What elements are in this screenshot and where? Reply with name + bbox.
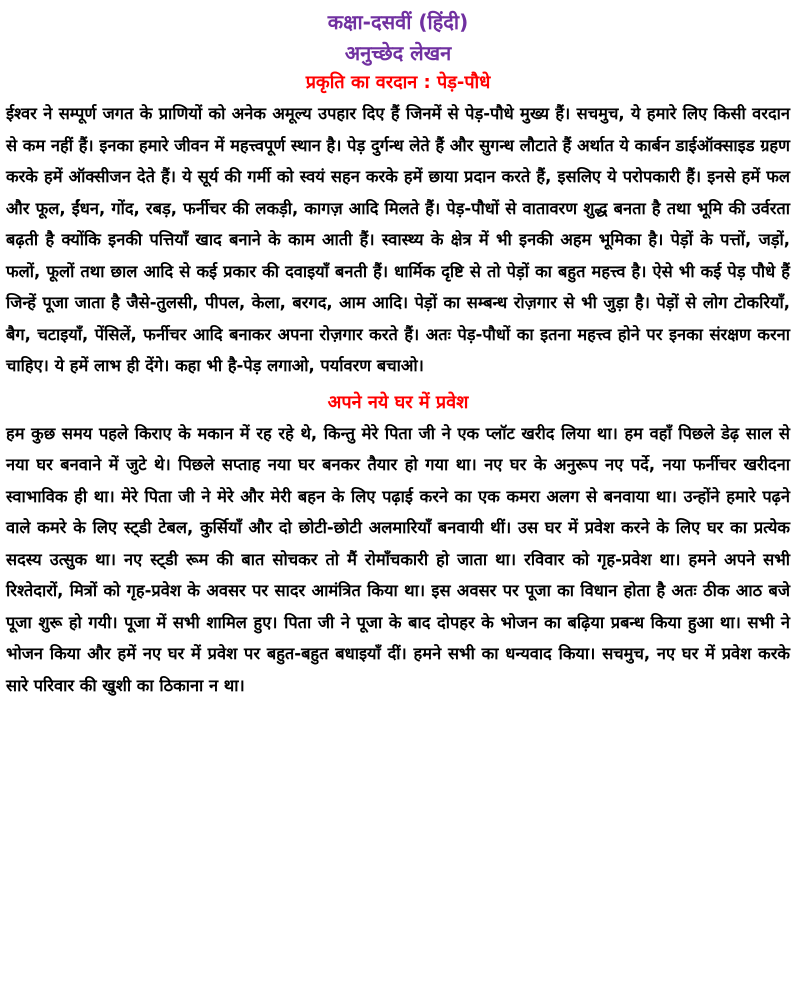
class-title: कक्षा-दसवीं (हिंदी) [327,10,469,34]
subject-title: अनुच्छेद लेखन [344,41,452,65]
section-new-house [4,388,792,702]
section-paragraph: ईश्वर ने सम्पूर्ण जगत के प्राणियों को अनेक अमूल्य उपहार दिए हैं जिनमें से पेड़-पौधे मुख्य हैं। सचमुच, ये हमारे लिए किसी वरदान से कम नहीं हैं। इनका हमारे जीवन में महत्त्वपूर्ण स्थान है। पेड़ दुर्गन्ध लेते हैं और सुगन्ध लौटाते हैं अर्थात ये कार्बन डाईऑक्साइड ग्रहण करके हमें ऑक्सीजन देते हैं। ये सूर्य की गर्मी को स्वयं सहन करके हमें छाया प्रदान करते हैं, इसलिए ये परोपकारी हैं। इनसे हमें फल और फूल, ईंधन, गोंद, रबड़, फर्नीचर की लकड़ी, कागज़ आदि मिलते हैं। पेड़-पौधों से वातावरण शुद्ध बनता है तथा भूमि की उर्वरता बढ़ती है क्योंकि इनकी पत्तियाँ खाद बनाने के काम आती हैं। स्वास्थ्य के क्षेत्र में भी इनकी अहम भूमिका है। पेड़ों के पत्तों, जड़ों, फलों, फूलों तथा छाल आदि से कई प्रकार की दवाइयाँ बनती हैं। धार्मिक दृष्टि से तो पेड़ों का बहुत महत्त्व है। ऐसे भी कई पेड़ पौधे हैं जिन्हें पूजा जाता है जैसे-तुलसी, पीपल, केला, बरगद, आम आदि। पेड़ों का सम्बन्ध रोज़गार से भी जुड़ा है। पेड़ों से लोग टोकरियाँ, बैग, चटाइयाँ, पेंसिलें, फर्नीचर आदि बनाकर अपना रोज़गार करते हैं। अतः पेड़-पौधों का इतना महत्त्व होने पर इनका संरक्षण करना चाहिए। ये हमें लाभ ही देंगे। कहा भी है-पेड़ लगाओ, पर्यावरण बचाओ। [6,104,790,375]
section-nature-gift [4,68,792,382]
section-heading: प्रकृति का वरदान : पेड़-पौधे [305,72,491,93]
section-paragraph: हम कुछ समय पहले किराए के मकान में रह रहे थे, किन्तु मेरे पिता जी ने एक प्लॉट खरीद लिया था। हम वहाँ पिछले डेढ़ साल से नया घर बनवाने में जुटे थे। पिछले सप्ताह नया घर बनकर तैयार हो गया था। नए घर के अनुरूप नए पर्दे, नया फर्नीचर खरीदना स्वाभाविक ही था। मेरे पिता जी ने मेरे और मेरी बहन के लिए पढ़ाई करने का एक कमरा अलग से बनवाया था। उन्होंने हमारे पढ़ने वाले कमरे के लिए स्ट्डी टेबल, कुर्सियाँ और दो छोटी-छोटी अलमारियाँ बनवायी थीं। उस घर में प्रवेश करने के लिए घर का प्रत्येक सदस्य उत्सुक था। नए स्ट्डी रूम की बात सोचकर तो मैं रोमाँचकारी हो जाता था। रविवार को गृह-प्रवेश था। हमने अपने सभी रिश्तेदारों, मित्रों को गृह-प्रवेश के अवसर पर सादर आमंत्रित किया था। इस अवसर पर पूजा का विधान होता है अतः ठीक आठ बजे पूजा शुरू हो गयी। पूजा में सभी शामिल हुए। पिता जी ने पूजा के बाद दोपहर के भोजन का बढ़िया प्रबन्ध किया हुआ था। सभी ने भोजन किया और हमें नए घर में प्रवेश पर बहुत-बहुत बधाइयाँ दीं। हमने सभी का धन्यवाद किया। सचमुच, नए घर में प्रवेश करके सारे परिवार की खुशी का ठिकाना न था। [6,423,790,695]
section-heading: अपने नये घर में प्रवेश [327,391,469,413]
